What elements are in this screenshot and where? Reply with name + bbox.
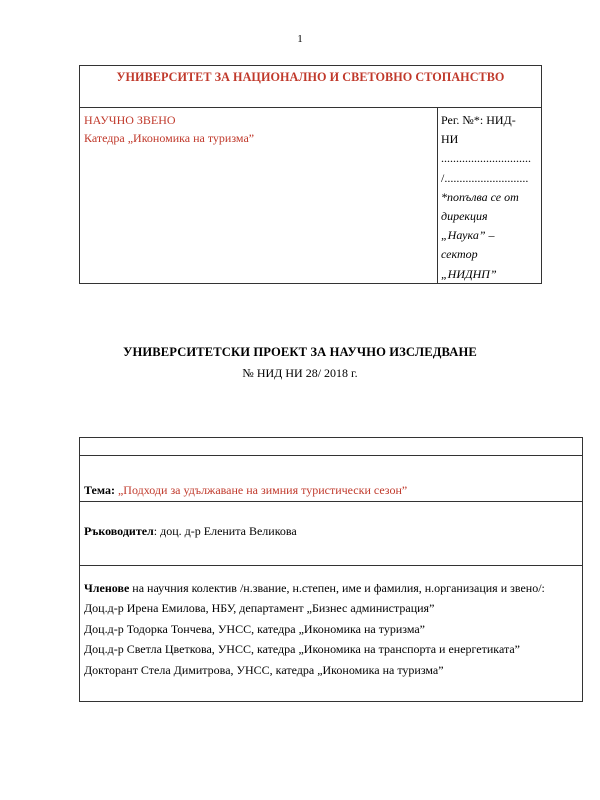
- reg-line: НИ: [441, 132, 459, 147]
- project-title: УНИВЕРСИТЕТСКИ ПРОЕКТ ЗА НАУЧНО ИЗСЛЕДВАНЕ: [123, 345, 477, 359]
- empty-row: [80, 438, 582, 456]
- topic-row: [80, 456, 582, 502]
- topic-value: „Подходи за удължаване на зимния туристически сезон”: [117, 483, 408, 497]
- members-label: Членове: [84, 581, 130, 595]
- reg-line: /............................: [441, 170, 529, 185]
- note-line: „НИДНП”: [441, 266, 497, 281]
- reg-line: ..............................: [441, 151, 531, 166]
- topic-label: Тема:: [84, 483, 115, 497]
- reg-line: Рег. №*: НИД-: [441, 113, 516, 127]
- department-label: Катедра „Икономика на туризма”: [84, 131, 255, 145]
- registration-cell: [438, 108, 541, 283]
- leader-label: Ръководител: [84, 524, 154, 538]
- member-item: Доц.д-р Тодорка Тончева, УНСС, катедра „Икономика на туризма”: [84, 621, 425, 636]
- members-heading: [84, 578, 582, 598]
- header-table: [79, 65, 542, 284]
- unit-label: НАУЧНО ЗВЕНО: [84, 113, 176, 127]
- project-info-table: [79, 437, 583, 702]
- note-line: дирекция: [441, 209, 488, 224]
- page-number: 1: [297, 33, 303, 45]
- header-lower-row: [80, 108, 541, 283]
- leader-value: : доц. д-р Еленита Великова: [153, 524, 297, 538]
- project-title-block: [0, 345, 600, 381]
- members-row: [80, 566, 582, 680]
- note-line: сектор: [441, 247, 478, 262]
- member-item: Докторант Стела Димитрова, УНСС, катедра „Икономика на туризма”: [84, 662, 444, 677]
- unit-cell: [80, 108, 438, 283]
- note-line: „Наука” –: [441, 228, 495, 243]
- member-item: Доц.д-р Ирена Емилова, НБУ, департамент „Бизнес администрация”: [84, 601, 435, 616]
- university-name: УНИВЕРСИТЕТ ЗА НАЦИОНАЛНО И СВЕТОВНО СТОПАНСТВО: [80, 66, 541, 108]
- project-number: № НИД НИ 28/ 2018 г.: [242, 366, 358, 380]
- leader-row: [80, 502, 582, 566]
- members-intro: на научния колектив /н.звание, н.степен, име и фамилия, н.организация и звено/:: [129, 581, 545, 595]
- member-item: Доц.д-р Светла Цветкова, УНСС, катедра „Икономика на транспорта и енергетиката”: [84, 642, 521, 657]
- note-line: *попълва се от: [441, 189, 519, 204]
